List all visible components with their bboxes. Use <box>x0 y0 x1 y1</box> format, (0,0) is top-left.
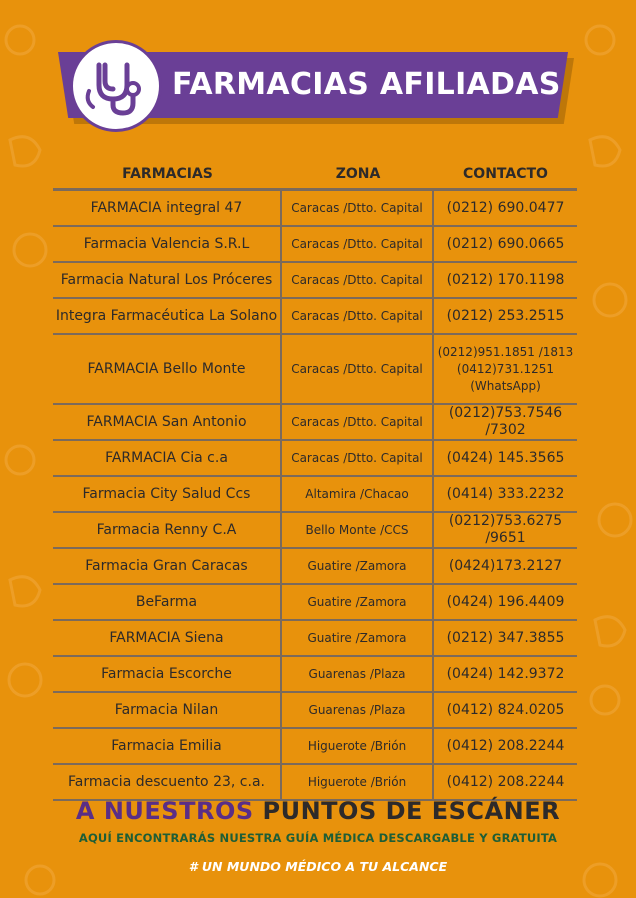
column-header-contacto: CONTACTO <box>463 166 548 182</box>
pharmacy-contact <box>434 335 577 403</box>
pharmacy-contact <box>434 477 577 511</box>
footer-headline-part1: A NUESTROS <box>75 797 254 825</box>
pharmacy-zone: Guatire /Zamora <box>282 549 434 583</box>
table-row <box>53 549 577 585</box>
table-row <box>53 765 577 801</box>
contact-line: (0424) 142.9372 <box>446 665 565 682</box>
pharmacy-contact <box>434 693 577 727</box>
pharmacy-name: Farmacia descuento 23, c.a. <box>53 765 282 799</box>
pharmacy-contact <box>434 191 577 225</box>
table-row <box>53 263 577 299</box>
contact-line: (0424) 145.3565 <box>446 449 565 466</box>
table-header <box>53 160 577 191</box>
pharmacy-zone: Caracas /Dtto. Capital <box>282 263 434 297</box>
pharmacy-name: FARMACIA integral 47 <box>53 191 282 225</box>
contact-line: (0412) 208.2244 <box>446 737 565 754</box>
pharmacy-name: Farmacia Escorche <box>53 657 282 691</box>
contact-line: (WhatsApp) <box>470 378 541 393</box>
table-row <box>53 585 577 621</box>
contact-line: (0212) 253.2515 <box>446 307 565 324</box>
table-row <box>53 621 577 657</box>
pharmacy-contact <box>434 657 577 691</box>
pharmacy-name: BeFarma <box>53 585 282 619</box>
stethoscope-icon <box>81 51 151 121</box>
pharmacy-zone: Guarenas /Plaza <box>282 693 434 727</box>
pharmacy-contact <box>434 765 577 799</box>
contact-line: (0212)951.1851 /1813 <box>437 344 574 359</box>
table-row <box>53 299 577 335</box>
contact-line: (0212)753.6275 /9651 <box>448 513 563 546</box>
footer-hashtag: # UN MUNDO MÉDICO A TU ALCANCE <box>188 859 448 874</box>
pharmacy-contact <box>434 405 577 439</box>
pharmacy-name: FARMACIA San Antonio <box>53 405 282 439</box>
contact-line: (0412)731.1251 <box>456 361 555 376</box>
pharmacy-name: Farmacia Gran Caracas <box>53 549 282 583</box>
pharmacy-zone: Higuerote /Brión <box>282 765 434 799</box>
contact-line: (0212) 170.1198 <box>446 271 565 288</box>
table-row <box>53 191 577 227</box>
column-header-farmacias: FARMACIAS <box>122 166 213 182</box>
pharmacy-zone: Caracas /Dtto. Capital <box>282 299 434 333</box>
pharmacy-zone: Caracas /Dtto. Capital <box>282 227 434 261</box>
contact-line: (0414) 333.2232 <box>446 485 565 502</box>
footer-subtitle: AQUÍ ENCONTRARÁS NUESTRA GUÍA MÉDICA DESCARGABLE Y GRATUITA <box>78 831 558 845</box>
pharmacy-zone: Guarenas /Plaza <box>282 657 434 691</box>
pharmacy-zone: Guatire /Zamora <box>282 621 434 655</box>
contact-line: (0212) 690.0477 <box>446 199 565 216</box>
pharmacy-zone: Higuerote /Brión <box>282 729 434 763</box>
pharmacy-contact <box>434 729 577 763</box>
pharmacy-contact <box>434 585 577 619</box>
pharmacy-contact <box>434 549 577 583</box>
table-body <box>53 191 577 801</box>
table-row <box>53 513 577 549</box>
pharmacy-zone: Caracas /Dtto. Capital <box>282 335 434 403</box>
pharmacy-name: FARMACIA Siena <box>53 621 282 655</box>
page-title: FARMACIAS AFILIADAS <box>172 67 561 102</box>
table-row <box>53 477 577 513</box>
pharmacy-zone: Caracas /Dtto. Capital <box>282 441 434 475</box>
pharmacy-contact <box>434 299 577 333</box>
pharmacy-contact <box>434 441 577 475</box>
contact-line: (0212)753.7546 /7302 <box>448 405 563 438</box>
pharmacy-name: Farmacia City Salud Ccs <box>53 477 282 511</box>
pharmacy-name: FARMACIA Bello Monte <box>53 335 282 403</box>
table-row <box>53 657 577 693</box>
column-header-zona: ZONA <box>335 166 381 182</box>
pharmacy-name: FARMACIA Cia c.a <box>53 441 282 475</box>
pharmacy-contact <box>434 621 577 655</box>
pharmacy-name: Farmacia Valencia S.R.L <box>53 227 282 261</box>
pharmacy-contact <box>434 263 577 297</box>
pharmacy-contact <box>434 227 577 261</box>
pharmacy-zone: Guatire /Zamora <box>282 585 434 619</box>
table-row <box>53 227 577 263</box>
contact-line: (0424) 196.4409 <box>446 593 565 610</box>
table-row <box>53 441 577 477</box>
pharmacy-name: Farmacia Renny C.A <box>53 513 282 547</box>
contact-line: (0424)173.2127 <box>448 557 563 574</box>
pharmacy-table <box>53 160 577 801</box>
pharmacy-name: Farmacia Natural Los Próceres <box>53 263 282 297</box>
contact-line: (0212) 347.3855 <box>446 629 565 646</box>
pharmacy-zone: Caracas /Dtto. Capital <box>282 191 434 225</box>
pharmacy-zone: Bello Monte /CCS <box>282 513 434 547</box>
table-row <box>53 335 577 405</box>
footer-headline-part2: PUNTOS DE ESCÁNER <box>262 797 561 825</box>
pharmacy-zone: Caracas /Dtto. Capital <box>282 405 434 439</box>
table-row <box>53 405 577 441</box>
pharmacy-zone: Altamira /Chacao <box>282 477 434 511</box>
table-row <box>53 729 577 765</box>
pharmacy-contact <box>434 513 577 547</box>
pharmacy-name: Integra Farmacéutica La Solano <box>53 299 282 333</box>
table-row <box>53 693 577 729</box>
contact-line: (0412) 208.2244 <box>446 773 565 790</box>
contact-line: (0212) 690.0665 <box>446 235 565 252</box>
logo <box>70 40 162 132</box>
contact-line: (0412) 824.0205 <box>446 701 565 718</box>
footer-headline <box>0 797 636 825</box>
pharmacy-name: Farmacia Emilia <box>53 729 282 763</box>
pharmacy-name: Farmacia Nilan <box>53 693 282 727</box>
